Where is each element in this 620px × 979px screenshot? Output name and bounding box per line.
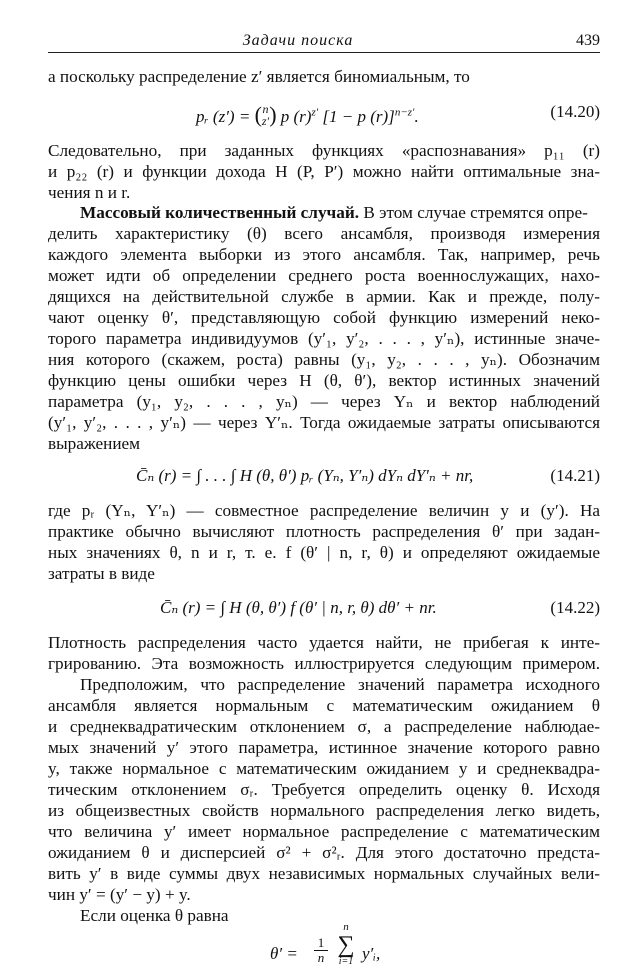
equation-14-21 [48,460,600,490]
equation-number: (14.22) [550,598,600,617]
equation-number: (14.21) [550,466,600,485]
eq-rhs2-sup: n−z′ [394,106,415,119]
sum-bottom: i=1 [338,956,354,967]
text-line: y, также нормальное с математическим ожиданием y и среднеквадра- [48,759,600,778]
text-line: функцию цены ошибки через H (θ, θ′), вектор истинных значений [48,371,600,390]
text-line: Плотность распределения часто удается найти, не прибегая к интe- [48,633,600,652]
binom-bottom: z′ [261,114,270,129]
frac-den: n [317,950,325,965]
text-line: а поскольку распределение z′ является биномиальным, то [48,67,470,86]
fraction [314,936,328,965]
text-line: дящихся на действительной службе в армии. Как и прежде, полу- [48,287,600,306]
eq-rhs: p (r) [280,107,312,126]
sum-symbol: ∑ [337,932,355,958]
text-line: параметра (y₁, y₂, . . . , yₙ) — через Yₙ и вектор наблюдений [48,392,600,411]
equation-14-20: pᵣ (z′) = ( n z′ ) p $(r)^{z'}$ [1 − p (r)]$^{n-z'}$. (14.20) [196,102,600,129]
page-number: 439 [576,32,600,49]
eq-lhs: pᵣ (z′) = [196,107,251,126]
eq-lhs: θ′ = [270,944,298,963]
text-line: чин y′ = (y′ − y) + y. [48,885,191,904]
text-line: затраты в виде [48,564,155,583]
page-header [48,32,600,54]
text-line: и среднеквадратическим отклонением σ, а распределение наблюдае- [48,717,600,736]
text-line: выражением [48,434,141,453]
sum-term: y′ᵢ, [362,944,381,963]
text-line: может идти об определении среднего роста военнослужащих, нахо- [48,266,600,285]
text-line: из общеизвестных свойств нормального распределения легко видеть, [48,801,600,820]
text-line: тическим отклонением σᵣ. Требуется определить оценку θ. Исходя [48,780,600,799]
text-line: и p₂₂ (r) и функции дохода H (P, P′) можно найти оптимальные зна- [48,162,600,181]
equation-mean-estimate [270,921,450,976]
paragraph-heading-line: Массовый количественный случай. В этом случае стремятся опре- [80,203,588,222]
binom-top: n [262,102,269,117]
eq-end: . [414,107,419,126]
text-line: ансамбля является нормальным с математическим ожиданием θ [48,696,600,715]
header-rule [48,52,600,53]
section-heading: Массовый количественный случай. [80,203,360,222]
frac-num: 1 [314,936,328,951]
text-line: ных значениях θ, n и r, т. е. f (θ′ | n, r, θ) и определяют ожидаемые [48,543,600,562]
eq-body: C̄ₙ (r) = ∫ . . . ∫ H (θ, θ′) pᵣ (Yₙ, Y′ₙ) dYₙ dY′ₙ + nr, [136,466,474,485]
text-line: торого параметра индивидуумов (y′₁, y′₂, . . . , y′ₙ), истинные значе- [48,329,600,348]
running-title: Задачи поиска [242,32,354,49]
text-line: Если оценка θ равна [80,906,229,925]
text-line: (y′₁, y′₂, . . . , y′ₙ) — через Y′ₙ. Тогда ожидаемые затраты описываются [48,413,600,432]
eq-rhs-sup: z′ [311,106,319,119]
sum-top: n [343,921,349,933]
text-line: грированию. Эта возможность иллюстрируется следующим примером. [48,654,600,673]
text-line: чают оценку θ′, представляющую собой функцию измерений неко- [48,308,600,327]
text-line: делить характеристику (θ) всего ансамбля, производя измерения [48,224,600,243]
text-line: что величина y′ имеет нормальное распределение с математическим [48,822,600,841]
text-line: Следовательно, при заданных функциях «распознавания» p₁₁ (r) [48,141,600,160]
text-line: мых значений y′ этого параметра, истинное значение которого равно [48,738,600,757]
equation-number: (14.20) [550,102,600,121]
equation-14-22 [48,592,600,622]
text-line: ния которого (скажем, роста) равны (y₁, y₂, . . . , yₙ). Обозначим [48,350,600,369]
text-line: где pᵣ (Yₙ, Y′ₙ) — совместное распределение величин y и (y′). На [48,501,600,520]
text-line: Предположим, что распределение значений параметра исходного [80,675,600,694]
text-line: каждого элемента выборки из этого ансамбля. Так, например, речь [48,245,600,264]
text-line: чения n и r. [48,183,131,202]
sum-operator [334,922,358,967]
eq-body: C̄ₙ (r) = ∫ H (θ, θ′) f (θ′ | n, r, θ) dθ′ + nr. [160,598,437,617]
text-line: практике обычно вычисляют плотность распределения θ′ при задан- [48,522,600,541]
text-line: ожиданием θ и дисперсией σ² + σ²ᵣ. Для этого достаточно предста- [48,843,600,862]
eq-rhs2: [1 − p (r)] [318,107,395,126]
text-line: вить y′ в виде суммы двух независимых нормальных случайных вели- [48,864,600,883]
